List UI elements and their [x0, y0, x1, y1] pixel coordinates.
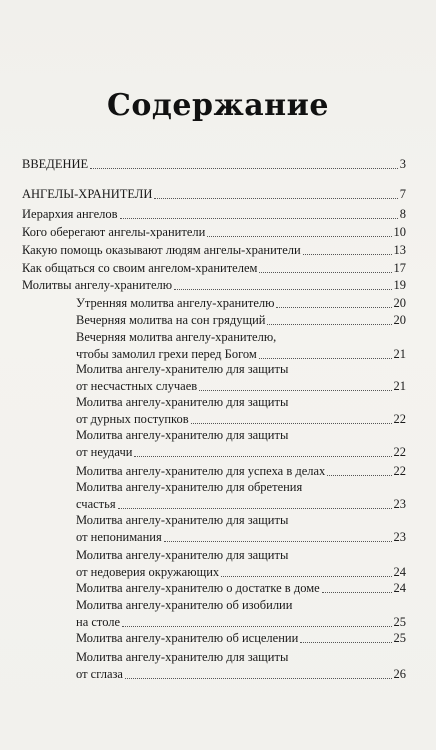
page-number: 25 [393, 615, 406, 629]
toc-entry-title: чтобы замолил грехи перед Богом [76, 347, 257, 361]
toc-entry-title: Утренняя молитва ангелу-хранителю [76, 296, 275, 310]
toc-entry-line: Молитва ангелу-хранителю для защиты [76, 548, 289, 562]
toc-entry[interactable] [76, 313, 406, 328]
dot-leader [174, 289, 391, 290]
dot-leader [134, 456, 391, 457]
dot-leader [327, 475, 391, 476]
toc-entry-title: Молитва ангелу-хранителю об исцелении [76, 631, 299, 645]
page-number: 24 [393, 565, 406, 579]
page-number: 22 [393, 445, 406, 459]
dot-leader [221, 576, 391, 577]
dot-leader [300, 642, 391, 643]
page-number: 23 [393, 497, 406, 511]
toc-entry[interactable] [76, 412, 406, 427]
page-number: 3 [399, 157, 406, 171]
page-number: 21 [393, 379, 406, 393]
dot-leader [303, 254, 392, 255]
toc-entry-line: Молитва ангелу-хранителю для обретения [76, 480, 303, 494]
toc-entry-title: Какую помощь оказывают людям ангелы-хранители [22, 243, 301, 257]
toc-entry[interactable] [76, 667, 406, 682]
toc-entry-title: Вечерняя молитва на сон грядущий [76, 313, 266, 327]
toc-entry-title: счастья [76, 497, 116, 511]
dot-leader [90, 168, 398, 169]
toc-entry-title: от дурных поступков [76, 412, 189, 426]
page-title: Содержание [107, 88, 329, 123]
toc-entry[interactable] [22, 243, 406, 258]
toc-entry[interactable] [76, 581, 406, 596]
dot-leader [276, 307, 391, 308]
page-number: 7 [399, 187, 406, 201]
dot-leader [164, 541, 392, 542]
dot-leader [207, 236, 391, 237]
toc-entry[interactable] [76, 497, 406, 512]
toc-entry-title: от неудачи [76, 445, 133, 459]
toc-entry-line: Молитва ангелу-хранителю для защиты [76, 428, 289, 442]
toc-entry[interactable] [22, 187, 406, 202]
toc-entry-line: Молитва ангелу-хранителю для защиты [76, 513, 289, 527]
dot-leader [154, 198, 397, 199]
toc-entry-title: от несчастных случаев [76, 379, 198, 393]
toc-entry[interactable] [76, 464, 406, 479]
page-number: 23 [393, 530, 406, 544]
toc-entry-line: Молитва ангелу-хранителю для защиты [76, 395, 289, 409]
toc-entry-title: Молитва ангелу-хранителю о достатке в доме [76, 581, 320, 595]
toc-entry[interactable] [22, 261, 406, 276]
dot-leader [120, 218, 398, 219]
dot-leader [125, 678, 392, 679]
toc-entry[interactable] [22, 225, 406, 240]
toc-entry[interactable] [76, 445, 406, 460]
toc-entry-line: Молитва ангелу-хранителю для защиты [76, 650, 289, 664]
toc-entry[interactable] [22, 157, 406, 172]
toc-entry-title: Молитва ангелу-хранителю для успеха в делах [76, 464, 326, 478]
toc-entry[interactable] [22, 207, 406, 222]
toc-entry[interactable] [76, 530, 406, 545]
page-number: 17 [393, 261, 406, 275]
toc-entry[interactable] [76, 631, 406, 646]
page-number: 24 [393, 581, 406, 595]
toc-entry-title: от недоверия окружающих [76, 565, 220, 579]
toc-entry-title: Кого оберегают ангелы-хранители [22, 225, 206, 239]
dot-leader [267, 324, 391, 325]
toc-entry-title: Иерархия ангелов [22, 207, 118, 221]
page-number: 26 [393, 667, 406, 681]
page-number: 10 [393, 225, 406, 239]
toc-entry[interactable] [22, 278, 406, 293]
toc-entry[interactable] [76, 296, 406, 311]
page-number: 19 [393, 278, 406, 292]
page-number: 13 [393, 243, 406, 257]
dot-leader [122, 626, 391, 627]
dot-leader [118, 508, 392, 509]
toc-entry[interactable] [76, 615, 406, 630]
dot-leader [259, 272, 391, 273]
dot-leader [322, 592, 392, 593]
page-number: 20 [393, 296, 406, 310]
dot-leader [191, 423, 392, 424]
toc-entry[interactable] [76, 347, 406, 362]
toc-entry[interactable] [76, 379, 406, 394]
toc-entry-title: от непонимания [76, 530, 162, 544]
page-number: 22 [393, 464, 406, 478]
dot-leader [199, 390, 391, 391]
toc-entry-title: от сглаза [76, 667, 123, 681]
dot-leader [259, 358, 392, 359]
toc-entry-title: на столе [76, 615, 121, 629]
toc-entry-line: Вечерняя молитва ангелу-хранителю, [76, 330, 277, 344]
toc-entry-title: ВВЕДЕНИЕ [22, 157, 89, 171]
toc-entry-title: Как общаться со своим ангелом-хранителем [22, 261, 258, 275]
page-number: 25 [393, 631, 406, 645]
page-number: 8 [399, 207, 406, 221]
page-number: 21 [393, 347, 406, 361]
toc-entry-line: Молитва ангелу-хранителю об изобилии [76, 598, 293, 612]
toc-entry-title: Молитвы ангелу-хранителю [22, 278, 173, 292]
toc-entry-title: АНГЕЛЫ-ХРАНИТЕЛИ [22, 187, 153, 201]
toc-entry[interactable] [76, 565, 406, 580]
page-number: 22 [393, 412, 406, 426]
page-number: 20 [393, 313, 406, 327]
toc-entry-line: Молитва ангелу-хранителю для защиты [76, 362, 289, 376]
